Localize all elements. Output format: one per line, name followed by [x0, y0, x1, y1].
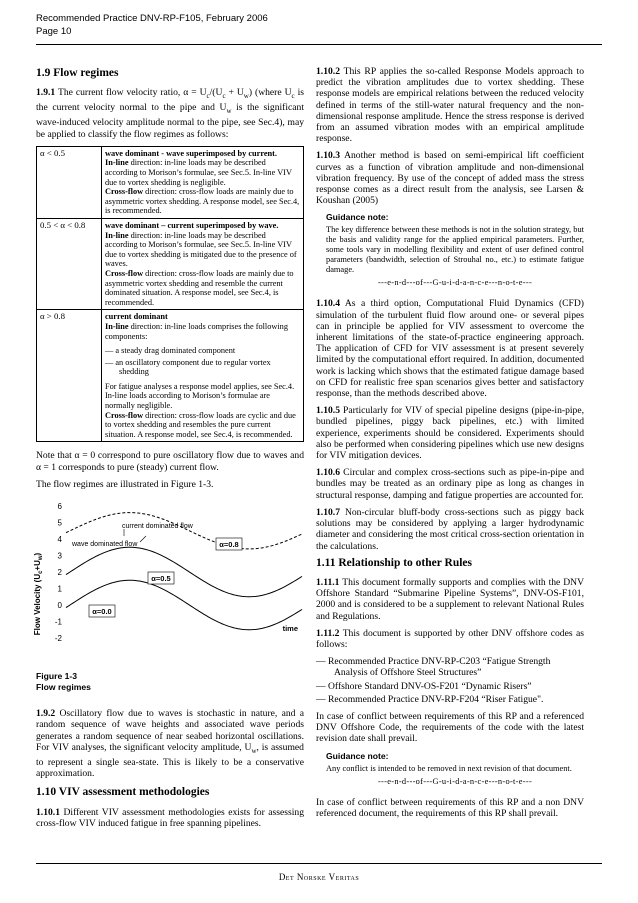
regime-title: wave dominant – current superimposed by wave.: [105, 220, 279, 230]
subscript: w: [243, 92, 249, 101]
paragraph-1-10-6: [316, 467, 584, 501]
text-run: This document formally supports and complies with the DNV Offshore Standard “Submarine Pipeline Systems”, DNV-OS-F101, 2000 and is considered to be a supplement to relevant National Rules and Regulations.: [316, 576, 584, 622]
text-run: Circular and complex cross-sections such as pipe-in-pipe and bundles may be treated as an ordinary pipe as long as changes in structural response, damping and fatigue properties are accounted for.: [316, 467, 584, 501]
dash-item: — a steady drag dominated component: [105, 346, 236, 356]
table-row: [37, 218, 304, 309]
inline-text: direction: in-line loads may be described according to Morison’s formulae, see Sec.5. In-line VIV due to vortex shedding is mitigated due to the presence of waves.: [105, 230, 297, 269]
paragraph-1-10-3: [316, 150, 584, 206]
text-run: The current flow velocity ratio, α = U: [55, 87, 207, 99]
para-number: 1.11.2: [316, 627, 340, 639]
list-item: — Offshore Standard DNV-OS-F201 “Dynamic Risers”: [316, 680, 532, 692]
section-heading-1-9: 1.9 Flow regimes: [36, 67, 119, 79]
text-run: is the significant wave-induced velocity amplitude normal to the pipe, see Sec.4), may be applied to classify the flow regimes as follows:: [36, 102, 305, 140]
note-paragraph: Note that α = 0 correspond to pure oscillatory flow due to waves and α = 1 corresponds to pure (steady) current flow.: [36, 450, 304, 473]
text-run: As a third option, Computational Fluid Dynamics (CFD) simulation of the turbulent fluid flow around one- or several pipes can in principle be applied for VIV assessment to overcome the inherent limitations of the state-of-practice engineering approach. The application of CFD for VIV assessment is at present severely limited by the computational effort required. In addition, documented work is lacking which shows that the estimated fatigue damage based on CFD for realistic free span scenarios gives better and satisfactory response, than the methods described above.: [316, 298, 584, 400]
text-run: Particularly for VIV of special pipeline designs (pipe-in-pipe, bundled pipelines, piggy back pipelines, etc.) with limited experience, experiments should be considered. Experiments should also be performed when considering pipelines which use new designs for VIV mitigation devices.: [316, 405, 584, 462]
inline-label: In-line: [105, 321, 129, 331]
label-leader: [140, 536, 146, 542]
crossflow-text: direction: cross-flow loads are cyclic and due to vortex shedding and resembles the pure current situation. A response model, see Sec.4, is recommended.: [105, 410, 296, 439]
table-cell-alpha: α > 0.8: [37, 310, 102, 442]
paragraph-1-10-7: [316, 507, 584, 552]
crossflow-label: Cross-flow: [105, 268, 144, 278]
page-header: [36, 12, 268, 38]
x-axis-label: time: [282, 624, 298, 634]
paragraph-1-10-4: [316, 298, 584, 399]
guidance-title: Guidance note:: [326, 212, 389, 223]
y-tick-label: 5: [57, 518, 62, 528]
guidance-text: Any conflict is intended to be removed in next revision of that document.: [326, 763, 572, 773]
text-run: ) (where U: [248, 87, 292, 99]
subscript: w: [251, 746, 257, 755]
guidance-note: [326, 751, 584, 787]
y-tick-label: 3: [57, 551, 62, 561]
text-run: + U: [225, 87, 244, 99]
conflict-paragraph: In case of conflict between requirements of this RP and a non DNV referenced document, the requirements of this RP shall prevail.: [316, 796, 584, 819]
text-run: Another method is based on semi-empirical lift coefficient curves as a function of vibration amplitude and non-dimensional vibration frequency. By use of the concept of added mass the stress response comes as a direct result from the analysis, see Larsen & Koushan (2005): [316, 150, 584, 207]
subscript: c: [206, 92, 210, 101]
left-column: [33, 66, 305, 835]
figure-title: Flow regimes: [36, 681, 91, 692]
alpha-0-5-label: α=0.5: [151, 574, 171, 584]
table-row: [37, 310, 304, 442]
guidance-title: Guidance note:: [326, 750, 389, 761]
paragraph-1-11-1: [316, 577, 584, 622]
guidance-end: ---e-n-d---of---G-u-i-d-a-n-c-e---n-o-t-e---: [377, 776, 533, 786]
paragraph-1-10-1: [36, 807, 304, 829]
para-number: 1.10.7: [316, 506, 340, 518]
figure-number: Figure 1-3: [36, 671, 78, 682]
paragraph-1-10-2: [316, 66, 584, 144]
paragraph-1-9-1: [36, 87, 304, 140]
fatigue-note: For fatigue analyses a response model applies, see Sec.4. In-line loads according to Morison’s formulae are normally negligible.: [105, 381, 295, 411]
table-cell-alpha: 0.5 < α < 0.8: [37, 218, 102, 309]
table-cell-description: [102, 146, 304, 218]
y-tick-label: 0: [57, 601, 62, 611]
alpha-0-5-curve: [66, 547, 302, 596]
figure-caption: [36, 671, 304, 692]
regime-title: current dominant: [105, 312, 168, 322]
table-cell-description: [102, 218, 304, 309]
y-tick-label: 1: [57, 584, 62, 594]
text-run: is the current velocity normal to the pipe and U: [36, 87, 304, 114]
conflict-paragraph: In case of conflict between requirements of this RP and a referenced DNV Offshore Code, the requirements of the code with the latest revision date shall prevail.: [316, 710, 584, 745]
header-rule: [36, 44, 602, 45]
current-dominated-label: current dominated flow: [122, 523, 193, 531]
table-row: [37, 146, 304, 218]
text-run: , is assumed to represent a single sea-state. This is likely to be a conservative approximation.: [36, 741, 304, 780]
text-run: This RP applies the so-called Response Models approach to predict the vibration amplitudes due to vortex shedding. These response models are empirical relations between the reduced velocity defined in terms of the still-water natural frequency and the non-dimensional response amplitude. Hence the stress response is derived from an assumed vibration modes with an empirical amplitude response.: [316, 66, 584, 145]
paragraph-1-9-2: [36, 708, 304, 779]
inline-text: direction: in-line loads may be described according to Morison’s formulae, see Sec.5. In-line VIV due to vortex shedding is negligible.: [105, 158, 292, 187]
crossflow-text: direction: cross-flow loads are mainly due to asymmetric vortex shedding and resemble the current dominated situation. A response model, see Sec.4, is recommended.: [105, 268, 294, 307]
section-heading-1-11: 1.11 Relationship to other Rules: [316, 556, 473, 569]
text-run: Different VIV assessment methodologies exists for assessing cross-flow VIV induced fatigue in free spanning pipelines.: [36, 806, 304, 829]
para-number: 1.10.1: [36, 806, 60, 818]
para-number: 1.10.4: [316, 298, 340, 310]
footer-rule: [36, 863, 602, 864]
table-cell-alpha: α < 0.5: [37, 146, 102, 218]
paragraph-1-11-2: [316, 628, 584, 650]
regime-title: wave dominant - wave superimposed by current.: [105, 148, 278, 158]
y-tick-label: 6: [57, 502, 62, 512]
right-column: [316, 66, 584, 825]
list-item: — Recommended Practice DNV-RP-F204 “Riser Fatigue".: [316, 693, 544, 705]
list-item: — Recommended Practice DNV-RP-C203 “Fatigue Strength Analysis of Offshore Steel Structures”: [316, 656, 551, 679]
para-number: 1.11.1: [316, 576, 340, 588]
text-run: Non-circular bluff-body cross-sections such as piggy back solutions may be considered by applying a larger hydrodynamic diameter and considering the most critical cross-section orientation in the calculations.: [316, 506, 584, 552]
para-number: 1.9.1: [36, 87, 56, 99]
text-run: Oscillatory flow due to waves is stochastic in nature, and a random sequence of wave heights and associated wave periods generates a random sequence of near seabed horizontal oscillations. For VIV analyses, the significant velocity amplitude, U: [36, 708, 304, 753]
reference-list: [316, 656, 584, 705]
y-tick-label: -1: [54, 617, 62, 627]
para-number: 1.10.6: [316, 467, 340, 479]
section-heading-1-10: 1.10 VIV assessment methodologies: [36, 786, 210, 799]
inline-text: direction: in-line loads comprises the following components:: [105, 321, 288, 341]
paragraph-1-10-5: [316, 405, 584, 461]
inline-label: In-line: [105, 230, 129, 240]
wave-dominated-label: wave dominated flow: [72, 541, 138, 549]
crossflow-label: Cross-flow: [105, 187, 144, 197]
crossflow-text: direction: cross-flow loads are mainly due to asymmetric vortex shedding. A response model, see Sec.4, is recommended.: [105, 187, 300, 216]
y-tick-label: 4: [57, 535, 62, 545]
y-tick-labels: [55, 502, 63, 643]
header-page-number: Page 10: [36, 26, 72, 37]
header-title: Recommended Practice DNV-RP-F105, February 2006: [36, 13, 268, 24]
subscript: w: [226, 107, 232, 116]
alpha-0-0-label: α=0.0: [92, 607, 112, 617]
page-footer: Det Norske Veritas: [278, 872, 360, 882]
alpha-0-8-label: α=0.8: [219, 540, 239, 550]
guidance-end: ---e-n-d---of---G-u-i-d-a-n-c-e---n-o-t-e---: [377, 278, 533, 288]
text-run: This document is supported by other DNV offshore codes as follows:: [316, 627, 584, 650]
para-number: 1.10.3: [316, 150, 340, 162]
crossflow-label: Cross-flow: [105, 410, 144, 420]
guidance-note: [326, 212, 584, 288]
subscript: c: [222, 92, 226, 101]
inline-label: In-line: [105, 158, 129, 168]
subscript: c: [291, 92, 295, 101]
text-run: /(U: [209, 87, 223, 99]
table-cell-description: [102, 310, 304, 442]
y-tick-label: 2: [57, 568, 62, 578]
flow-regime-table: [36, 146, 304, 443]
para-number: 1.9.2: [36, 708, 56, 720]
flow-regimes-figure: [33, 498, 304, 648]
dash-item: — an oscillatory component due to regular vortex shedding: [105, 357, 271, 377]
y-axis-label: Flow Velocity $(U_c+U_w)$: [33, 552, 44, 636]
guidance-text: The key difference between these methods is not in the solution strategy, but the basis and validity range for the applied empirical parameters. Further, some tools vary in modelling flexibility and extent of user defined control parameters (bandwidth, selection of Strouhal no., etc.) to estimate fatigue damage.: [326, 225, 584, 275]
para-number: 1.10.5: [316, 405, 340, 417]
y-tick-label: -2: [54, 634, 62, 644]
figure-reference: The flow regimes are illustrated in Figure 1-3.: [36, 478, 214, 490]
para-number: 1.10.2: [316, 66, 340, 77]
